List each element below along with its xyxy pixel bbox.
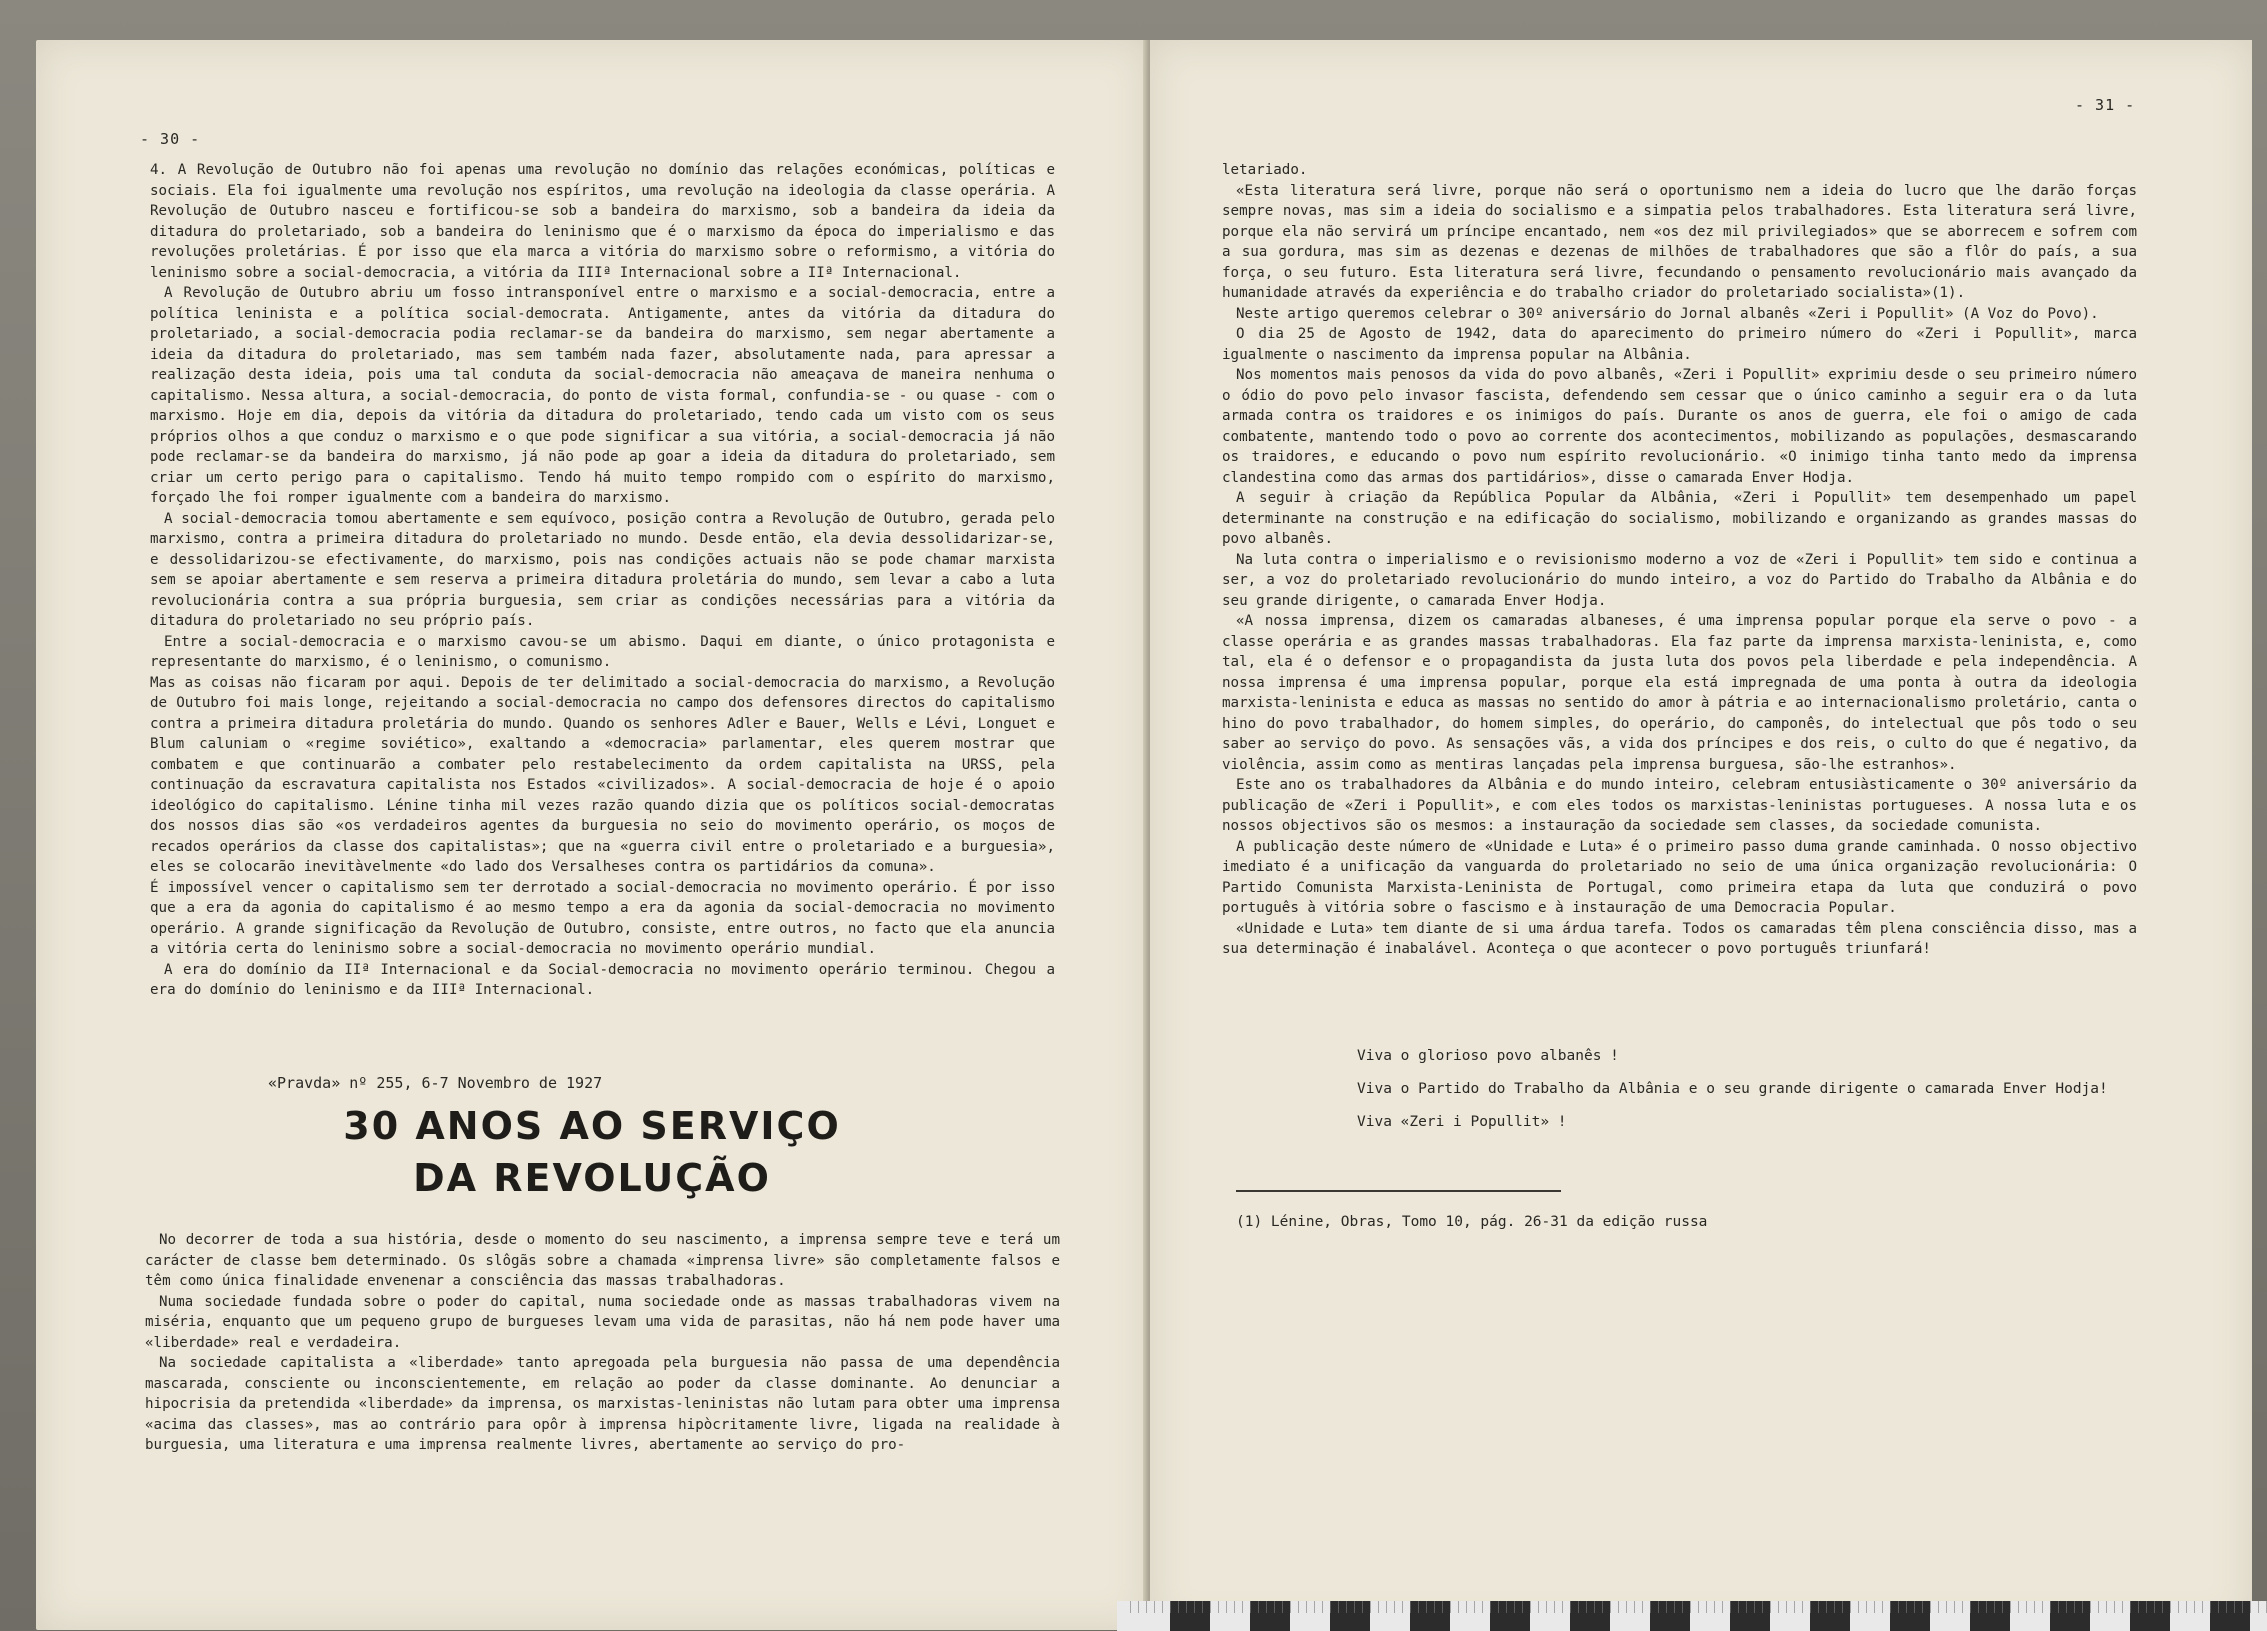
- article-text-block: [145, 1230, 1060, 1456]
- footnote-rule: [1236, 1190, 1561, 1192]
- viva-line: Viva o glorioso povo albanês !: [1357, 1048, 1619, 1064]
- page-number-left: - 30 -: [140, 130, 201, 148]
- pravda-citation: «Pravda» nº 255, 6-7 Novembro de 1927: [268, 1074, 603, 1092]
- paragraph: Entre a social-democracia e o marxismo cavou-se um abismo. Daqui em diante, o único protagonista e representante do marxismo, é o leninismo, o comunismo.: [150, 633, 1055, 670]
- paragraph: A era do domínio da IIª Internacional e da Social-democracia no movimento operário terminou. Chegou a era do domínio do leninismo e da IIIª Internacional.: [150, 961, 1055, 998]
- paragraph: «Unidade e Luta» tem diante de si uma árdua tarefa. Todos os camaradas têm plena consciência disso, mas a sua determinação é inabalável. Aconteça o que acontecer o povo português triunfará!: [1222, 920, 2137, 957]
- footnote: (1) Lénine, Obras, Tomo 10, pág. 26-31 da edição russa: [1236, 1214, 1708, 1230]
- paragraph: «Esta literatura será livre, porque não será o oportunismo nem a ideia do lucro que lhe darão forças sempre novas, mas sim a ideia do socialismo e a simpatia pelos trabalhadores. Esta literatura será livre, porque ela não servirá um príncipe encantado, nem «os dez mil privilegiados» que se aborrecem e sofrem com a sua gordura, mas sim as dezenas e dezenas de milhões de trabalhadores que são a flôr do país, a sua força, o seu futuro. Esta literatura será livre, fecundando o pensamento revolucionário mais avançado da humanidade através da experiência e do trabalho criador do proletariado socialista»(1).: [1222, 182, 2137, 301]
- paragraph: Nos momentos mais penosos da vida do povo albanês, «Zeri i Popullit» exprimiu desde o seu primeiro número o ódio do povo pelo invasor fascista, defendendo sem cessar que o único caminho a seguir era o da luta armada contra os traidores e os inimigos do país. Durante os anos de guerra, ele foi o amigo de cada combatente, mantendo todo o povo ao corrente dos acontecimentos, mobilizando as populações, desmascarando os traidores, e educando o povo num espírito revolucionário. «O inimigo tinha tanto medo da imprensa clandestina como das armas dos partidários», disse o camarada Enver Hodja.: [1222, 367, 2137, 486]
- paragraph: Este ano os trabalhadores da Albânia e do mundo inteiro, celebram entusiàsticamente o 30º aniversário da publicação de «Zeri i Popullit», e com eles todos os marxistas-leninistas portugueses. A nossa luta e os nossos objectivos são os mesmos: a instauração da sociedade sem classes, da sociedade comunista.: [1222, 777, 2137, 834]
- paragraph: 4. A Revolução de Outubro não foi apenas uma revolução no domínio das relações económicas, políticas e sociais. Ela foi igualmente uma revolução nos espíritos, uma revolução na ideologia da classe operária. A Revolução de Outubro nasceu e fortificou-se sob a bandeira do marxismo, sob a bandeira da ideia da ditadura do proletariado, sob a bandeira do leninismo que é o marxismo da época do imperialismo e das revoluções proletárias. É por isso que ela marca a vitória do marxismo sobre o reformismo, a vitória do leninismo sobre a social-democracia, a vitória da IIIª Internacional sobre a IIª Internacional.: [150, 162, 1055, 281]
- paragraph: Na luta contra o imperialismo e o revisionismo moderno a voz de «Zeri i Popullit» tem sido e continua a ser, a voz do proletariado revolucionário do mundo inteiro, a voz do Partido do Trabalho da Albânia e do seu grande dirigente, o camarada Enver Hodja.: [1222, 551, 2137, 609]
- viva-line: Viva o Partido do Trabalho da Albânia e o seu grande dirigente o camarada Enver Hodja!: [1357, 1081, 2108, 1097]
- paragraph: «A nossa imprensa, dizem os camaradas albaneses, é uma imprensa popular porque ela serve o povo - a classe operária e as grandes massas trabalhadoras. Ela faz parte da imprensa marxista-leninista, e, como tal, ela é o defensor e o propagandista da justa luta dos povos pela liberdade e pela independência. A nossa imprensa é uma imprensa popular, porque ela está impregnada de uma ponta à outra da ideologia marxista-leninista e educa as massas no sentido do amor à pátria e ao internacionalismo proletário, canta o hino do povo trabalhador, do homem simples, do operário, do camponês, do intelectual que pôs todo o seu saber ao serviço do povo. As sensações vãs, a vida dos príncipes e dos reis, o culto do que é negativo, da violência, assim como as mentiras lançadas pela imprensa burguesa, são-lhe estranhos».: [1222, 613, 2137, 773]
- paragraph: No decorrer de toda a sua história, desde o momento do seu nascimento, a imprensa sempre teve e terá um carácter de classe bem determinado. Os slôgãs sobre a chamada «imprensa livre» são completamente falsos e têm como única finalidade envenenar a consciência das massas trabalhadoras.: [145, 1232, 1060, 1289]
- paragraph: A seguir à criação da República Popular da Albânia, «Zeri i Popullit» tem desempenhado um papel determinante na construção e na edificação do socialismo, mobilizando e organizando as grandes massas do povo albanês.: [1222, 490, 2137, 547]
- paragraph: Na sociedade capitalista a «liberdade» tanto apregoada pela burguesia não passa de uma dependência mascarada, consciente ou inconscientemente, em relação ao poder da classe dominante. Ao denunciar a hipocrisia da pretendida «liberdade» da imprensa, os marxistas-leninistas não lutam para obter uma imprensa «acima das classes», mas ao contrário para opôr à imprensa hipòcritamente livre, ligada na realidade à burguesia, uma literatura e uma imprensa realmente livres, abertamente ao serviço do pro-: [145, 1355, 1060, 1453]
- paragraph: A Revolução de Outubro abriu um fosso intransponível entre o marxismo e a social-democracia, entre a política leninista e a política social-democrata. Antigamente, antes da vitória da ditadura do proletariado, a social-democracia podia reclamar-se da bandeira do marxismo, sem negar abertamente a ideia da ditadura do proletariado, mas sem também nada fazer, absolutamente nada, para apressar a realização desta ideia, pois uma tal conduta da social-democracia não ameaçava de maneira nenhuma o capitalismo. Nessa altura, a social-democracia, do ponto de vista formal, confundia-se - ou quase - com o marxismo. Hoje em dia, depois da vitória da ditadura do proletariado, tendo cada um visto com os seus próprios olhos a que conduz o marxismo e o que pode significar a sua vitória, a social-democracia já não pode reclamar-se da bandeira do marxismo, já não pode ap goar a ideia da ditadura do proletariado, sem criar um certo perigo para o capitalismo. Tendo há muito tempo rompido com o espírito do marxismo, forçado lhe foi romper igualmente com a bandeira do marxismo.: [150, 285, 1055, 506]
- right-text-block: [1222, 160, 2137, 960]
- article-headline-line1: 30 ANOS AO SERVIÇO: [343, 1104, 841, 1148]
- paragraph: É impossível vencer o capitalismo sem ter derrotado a social-democracia no movimento operário. É por isso que a era da agonia do capitalismo é ao mesmo tempo a era da agonia da social-democracia no movimento operário. A grande significação da Revolução de Outubro, consiste, entre outros, no facto que ela anuncia a vitória certa do leninismo sobre a social-democracia no movimento operário mundial.: [150, 879, 1055, 957]
- left-text-block: [150, 160, 1055, 1001]
- paragraph: Numa sociedade fundada sobre o poder do capital, numa sociedade onde as massas trabalhadoras vivem na miséria, enquanto que um pequeno grupo de burgueses levam uma vida de parasitas, não há nem pode haver uma «liberdade» real e verdadeira.: [145, 1293, 1060, 1351]
- viva-line: Viva «Zeri i Popullit» !: [1357, 1114, 1567, 1130]
- paragraph: Mas as coisas não ficaram por aqui. Depois de ter delimitado a social-democracia do marxismo, a Revolução de Outubro foi mais longe, rejeitando a social-democracia no campo dos defensores directos do capitalismo contra a primeira ditadura proletária do mundo. Quando os senhores Adler e Bauer, Wells e Lévi, Longuet e Blum caluniam o «regime soviético», exaltando a «democracia» parlamentar, eles querem mostrar que combatem e que continuarão a combater pelo restabelecimento da ordem capitalista na URSS, pela continuação da escravatura capitalista nos Estados «civilizados». A social-democracia de hoje é o apoio ideológico do capitalismo. Lénine tinha mil vezes razão quando dizia que os políticos social-democratas dos nossos dias são «os verdadeiros agentes da burguesia no seio do movimento operário, os moços de recados operários da classe dos capitalistas»; que na «guerra civil entre o proletariado e a burguesia», eles se colocarão inevitàvelmente «do lado dos Versalheses contra os partidários da comuna».: [150, 674, 1055, 875]
- scale-ruler-end: [1117, 1601, 1130, 1631]
- paragraph: Neste artigo queremos celebrar o 30º aniversário do Jornal albanês «Zeri i Popullit» (A Voz do Povo).: [1236, 305, 2099, 322]
- article-headline-line2: DA REVOLUÇÃO: [413, 1156, 771, 1200]
- scale-ruler-ticks: [1130, 1601, 2267, 1613]
- viva-list: [1357, 1040, 2108, 1139]
- paragraph: A publicação deste número de «Unidade e Luta» é o primeiro passo duma grande caminhada. O nosso objectivo imediato é a unificação da vanguarda do proletariado no seio de uma única organização revolucionária: O Partido Comunista Marxista-Leninista de Portugal, como primeira etapa da luta que conduzirá o povo português à vitória sobre o fascismo e à instauração de uma Democracia Popular.: [1222, 838, 2137, 916]
- paragraph: A social-democracia tomou abertamente e sem equívoco, posição contra a Revolução de Outubro, gerada pelo marxismo, contra a primeira ditadura do proletariado no mundo. Desde então, ela devia dessolidarizar-se, e dessolidarizou-se efectivamente, do marxismo, pois nas condições actuais não se pode chamar marxista sem se apoiar abertamente e sem reserva a primeira ditadura proletária do mundo, sem levar a cabo a luta revolucionária contra a sua própria burguesia, sem criar as condições necessárias para a vitória da ditadura do proletariado no seu próprio país.: [150, 510, 1055, 629]
- page-number-right: - 31 -: [2075, 96, 2136, 114]
- paragraph: O dia 25 de Agosto de 1942, data do aparecimento do primeiro número do «Zeri i Popullit», marca igualmente o nascimento da imprensa popular na Albânia.: [1222, 326, 2137, 363]
- paragraph: letariado.: [1222, 162, 1308, 178]
